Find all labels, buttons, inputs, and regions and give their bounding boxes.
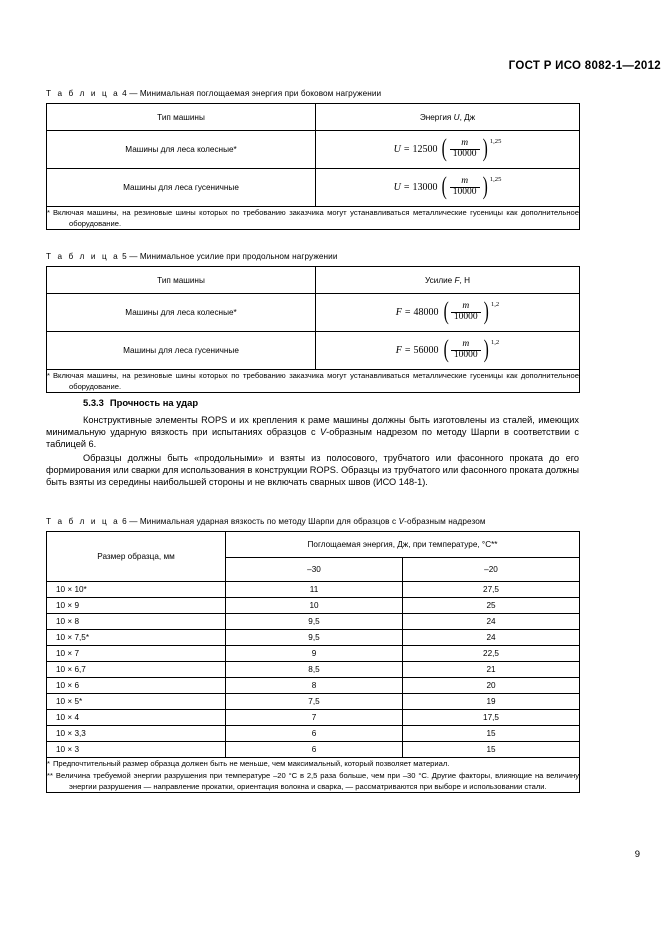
formula-denominator: 10000 (451, 350, 481, 361)
formula-exponent: 1,2 (490, 301, 500, 309)
table-6-caption-number: 6 (122, 517, 127, 526)
table-6-row-4-size: 10 × 7 (47, 646, 226, 662)
table-row (47, 630, 580, 646)
table-6-row-9-e20: 15 (403, 726, 580, 742)
footnote-marker: ** (47, 771, 53, 780)
left-brace-glyph: ( (442, 173, 448, 201)
paragraph-1-part-b: -образным надрезом по методу Шарпи в соответствии с таблицей 6. (46, 427, 579, 450)
table-6-row-6-e20: 20 (403, 678, 580, 694)
table-6-caption-text-a: Минимальная ударная вязкость по методу Шарпи для образцов с (139, 517, 399, 526)
left-brace-glyph: ( (442, 135, 448, 163)
table-6-row-5-size: 10 × 6,7 (47, 662, 226, 678)
table-6-header-temp-minus30: –30 (226, 558, 403, 582)
table-6-caption-var: V (398, 517, 405, 526)
right-brace-glyph: ) (483, 336, 489, 364)
table-6-header-size: Размер образца, мм (47, 532, 226, 582)
table-6-row-3-size: 10 × 7,5* (47, 630, 226, 646)
formula-parenthesis-group (442, 336, 490, 364)
section-title: Прочность на удар (109, 397, 199, 408)
table-5-header-type: Тип машины (47, 267, 316, 294)
formula-parenthesis-group (440, 173, 488, 201)
table-6-caption-text-b: -образным надрезом (404, 517, 486, 526)
footnote-text: Величина требуемой энергии разрушения при температуре –20 °С в 2,5 раза больше, чем при –30 °С. Другие факторы, влияющие на величину энергии разрушения — направление прокатки, ориентация волокна и сварка, — рассматриваются при выборе и использовании стали. (55, 771, 580, 791)
table-4 (46, 103, 580, 230)
table-5-footnote (47, 370, 580, 393)
table-4-header-energy-suffix: , Дж (459, 112, 476, 122)
table-6-header-row-1 (47, 532, 580, 558)
table-4-header-type: Тип машины (47, 104, 316, 131)
table-4-caption-label: Т а б л и ц а (46, 89, 120, 98)
table-6-caption (46, 517, 579, 526)
section-5-3-3 (46, 397, 579, 488)
table-6-row-7-e20: 19 (403, 694, 580, 710)
table-4-row-0-type: Машины для леса колесные* (47, 131, 316, 169)
formula-numerator: m (462, 301, 470, 312)
table-6-row-0-e20: 27,5 (403, 582, 580, 598)
table-6-row-2-e20: 24 (403, 614, 580, 630)
document-header: ГОСТ Р ИСО 8082-1—2012 (508, 60, 661, 72)
table-5-row-1-formula (316, 332, 580, 370)
table-6-row-5-e30: 8,5 (226, 662, 403, 678)
table-6-row-0-size: 10 × 10* (47, 582, 226, 598)
table-5-block (46, 252, 579, 393)
table-4-header-energy-var: U (453, 112, 460, 122)
formula-coefficient: 48000 (413, 307, 439, 318)
left-brace-glyph: ( (443, 336, 449, 364)
table-6-row-2-e30: 9,5 (226, 614, 403, 630)
table-6-row-1-size: 10 × 9 (47, 598, 226, 614)
table-5-caption-number: 5 (122, 252, 127, 261)
table-4-block (46, 89, 579, 230)
table-5-row-1-type: Машины для леса гусеничные (47, 332, 316, 370)
table-6-row-9-e30: 6 (226, 726, 403, 742)
footnote-paragraph (47, 207, 579, 229)
table-5-header-row (47, 267, 580, 294)
table-6-row-5-e20: 21 (403, 662, 580, 678)
table-row (47, 678, 580, 694)
table-6-row-10-size: 10 × 3 (47, 742, 226, 758)
table-6-row-8-size: 10 × 4 (47, 710, 226, 726)
footnote-paragraph-1 (47, 758, 579, 769)
table-4-caption (46, 89, 579, 98)
footnote-marker: * (47, 371, 50, 380)
table-5-caption-text: Минимальное усилие при продольном нагружении (139, 252, 338, 261)
section-paragraph-1 (46, 414, 579, 451)
table-row (47, 614, 580, 630)
table-4-caption-dash: — (129, 89, 138, 98)
table-5-header-force-prefix: Усилие (425, 275, 455, 285)
table-5-header-force-var: F (454, 275, 460, 285)
paragraph-1-part-a: Конструктивные элементы ROPS и их крепления к раме машины должны быть изготовлены из сталей, имеющих минимальную ударную вязкость при испытаниях образцов с (46, 415, 579, 438)
table-5-row-0-formula (316, 294, 580, 332)
footnote-marker: * (47, 208, 50, 217)
table-row (47, 294, 580, 332)
table-4-header-row (47, 104, 580, 131)
formula (395, 336, 500, 364)
table-6-row-2-size: 10 × 8 (47, 614, 226, 630)
formula-parenthesis-group (440, 135, 488, 163)
table-6 (46, 531, 580, 793)
formula-variable: F (395, 307, 402, 318)
table-4-row-0-formula (316, 131, 580, 169)
table-6-row-7-size: 10 × 5* (47, 694, 226, 710)
formula-coefficient: 13000 (412, 182, 438, 193)
formula (395, 298, 500, 326)
table-6-caption-dash: — (129, 517, 138, 526)
table-6-caption-label: Т а б л и ц а (46, 517, 120, 526)
table-row (47, 169, 580, 207)
formula (393, 173, 502, 201)
table-6-row-3-e30: 9,5 (226, 630, 403, 646)
formula-denominator: 10000 (450, 187, 480, 198)
table-6-row-10-e30: 6 (226, 742, 403, 758)
table-6-footnote-row (47, 758, 580, 793)
table-5-header-force-suffix: , Н (459, 275, 470, 285)
table-5 (46, 266, 580, 393)
table-6-row-8-e30: 7 (226, 710, 403, 726)
formula-fraction (451, 302, 481, 323)
table-6-row-1-e20: 25 (403, 598, 580, 614)
table-5-caption-label: Т а б л и ц а (46, 252, 120, 261)
left-brace-glyph: ( (443, 298, 449, 326)
formula-exponent: 1,25 (489, 176, 502, 184)
table-6-row-4-e20: 22,5 (403, 646, 580, 662)
table-5-footnote-row (47, 370, 580, 393)
table-4-header-energy (316, 104, 580, 131)
table-5-caption-dash: — (129, 252, 138, 261)
formula-variable: F (395, 345, 402, 356)
footnote-paragraph (47, 370, 579, 392)
formula-coefficient: 56000 (413, 345, 439, 356)
table-4-row-1-formula (316, 169, 580, 207)
table-6-footnotes (47, 758, 580, 793)
table-6-header-temp-minus20: –20 (403, 558, 580, 582)
table-row (47, 582, 580, 598)
formula-denominator: 10000 (450, 149, 480, 160)
table-row (47, 694, 580, 710)
table-5-header-force (316, 267, 580, 294)
table-6-row-10-e20: 15 (403, 742, 580, 758)
table-4-caption-number: 4 (122, 89, 127, 98)
table-row (47, 726, 580, 742)
formula (393, 135, 502, 163)
table-4-row-1-type: Машины для леса гусеничные (47, 169, 316, 207)
table-6-row-6-e30: 8 (226, 678, 403, 694)
table-6-header-energy-span: Поглощаемая энергия, Дж, при температуре, °С** (226, 532, 580, 558)
formula-variable: U (393, 144, 401, 155)
formula-equals: = (403, 144, 410, 155)
table-5-caption (46, 252, 579, 261)
formula-equals: = (403, 182, 410, 193)
formula-coefficient: 12500 (412, 144, 438, 155)
paragraph-1-v-notch-var: V (320, 427, 327, 438)
table-6-row-4-e30: 9 (226, 646, 403, 662)
formula-parenthesis-group (442, 298, 490, 326)
footnote-text: Включая машины, на резиновые шины которых по требованию заказчика могут устанавливаться металлические гусеницы как дополнительное оборудование. (52, 208, 579, 228)
formula-fraction (450, 177, 480, 198)
section-paragraph-2: Образцы должны быть «продольными» и взяты из полосового, трубчатого или фасонного проката до его формирования или сварки для использования в конструкции ROPS. Образцы из трубчатого или фасонного проката должны быть взяты из середины наибольшей стороны и не включать сварных швов (ИСО 148-1). (46, 452, 579, 488)
table-4-header-energy-prefix: Энергия (419, 112, 454, 122)
table-6-row-0-e30: 11 (226, 582, 403, 598)
table-6-row-6-size: 10 × 6 (47, 678, 226, 694)
formula-fraction (451, 340, 481, 361)
right-brace-glyph: ) (482, 135, 488, 163)
section-number: 5.3.3 (83, 397, 104, 408)
table-row (47, 710, 580, 726)
table-6-block (46, 517, 579, 793)
formula-equals: = (404, 345, 411, 356)
right-brace-glyph: ) (483, 298, 489, 326)
formula-numerator: m (461, 176, 469, 187)
table-row (47, 131, 580, 169)
table-row (47, 662, 580, 678)
table-row (47, 742, 580, 758)
table-6-row-1-e30: 10 (226, 598, 403, 614)
footnote-paragraph-2 (47, 770, 579, 792)
right-brace-glyph: ) (482, 173, 488, 201)
footnote-text: Включая машины, на резиновые шины которых по требованию заказчика могут устанавливаться металлические гусеницы как дополнительное оборудование. (52, 371, 579, 391)
page-number: 9 (634, 849, 640, 860)
formula-numerator: m (462, 339, 470, 350)
footnote-marker: * (47, 759, 50, 768)
formula-denominator: 10000 (451, 312, 481, 323)
table-row (47, 332, 580, 370)
table-4-caption-text: Минимальная поглощаемая энергия при боковом нагружении (139, 89, 382, 98)
formula-numerator: m (461, 138, 469, 149)
formula-exponent: 1,25 (489, 138, 502, 146)
table-5-row-0-type: Машины для леса колесные* (47, 294, 316, 332)
formula-fraction (450, 139, 480, 160)
footnote-text: Предпочтительный размер образца должен быть не меньше, чем максимальный, который позволяет материал. (52, 759, 450, 768)
table-row (47, 646, 580, 662)
formula-variable: U (393, 182, 401, 193)
formula-equals: = (404, 307, 411, 318)
table-6-row-8-e20: 17,5 (403, 710, 580, 726)
table-6-row-3-e20: 24 (403, 630, 580, 646)
table-4-footnote (47, 207, 580, 230)
table-6-row-7-e30: 7,5 (226, 694, 403, 710)
formula-exponent: 1,2 (490, 339, 500, 347)
section-heading (46, 397, 579, 408)
table-6-row-9-size: 10 × 3,3 (47, 726, 226, 742)
table-4-footnote-row (47, 207, 580, 230)
table-row (47, 598, 580, 614)
